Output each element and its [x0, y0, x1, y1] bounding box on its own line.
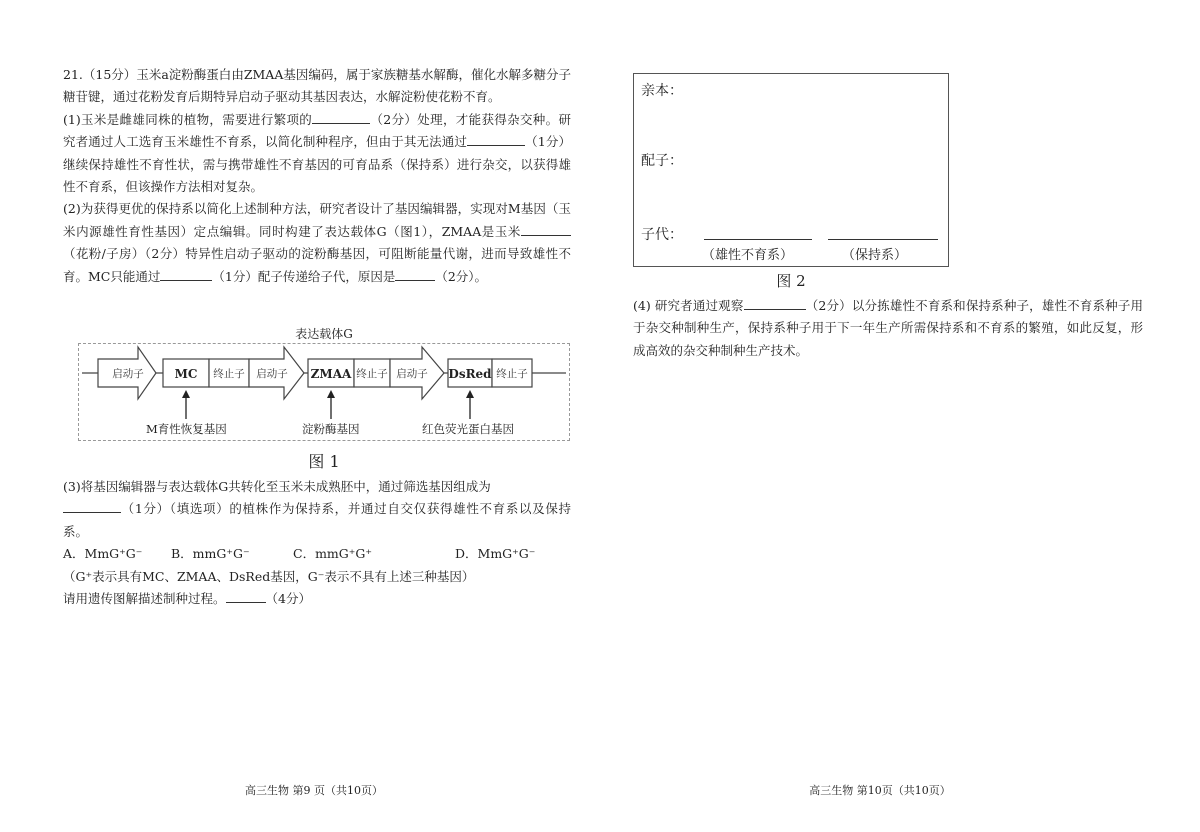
promoter-label-2: 启动子: [256, 368, 288, 380]
maintainer-line-label: （保持系）: [842, 248, 908, 263]
gametes-label: 配子：: [641, 153, 683, 169]
part-3-d: （4分）: [265, 591, 311, 607]
part-1-c: （1分）继续保持雄性不育性状，需与携带雄性不育基因的可育品系（保持系）进行杂交，以获得雄性不育系，但该操作方法相对复杂。: [63, 134, 571, 195]
mc-label: MC: [174, 367, 198, 381]
offspring-line-1: [704, 239, 812, 240]
option-b[interactable]: B．mmG⁺G⁻: [171, 546, 250, 562]
gene-note: （G⁺表示具有MC、ZMAA、DsRed基因，G⁻表示不具有上述三种基因）: [63, 568, 475, 584]
red-fluorescent-gene-label: 红色荧光蛋白基因: [422, 422, 514, 436]
dsred-label: DsRed: [448, 367, 492, 381]
male-sterile-line-label: （雄性不育系）: [702, 248, 794, 263]
part-3-a: (3)将基因编辑器与表达载体G共转化至玉米未成熟胚中，通过筛选基因组成为: [63, 479, 491, 494]
promoter-label-3: 启动子: [396, 368, 428, 380]
terminator-label-1: 终止子: [213, 368, 245, 380]
figure-2-caption: 图 2: [776, 272, 806, 290]
offspring-line-2: [828, 239, 938, 240]
part-2-b: （花粉/子房）（2分）特异性启动子驱动的淀粉酶基因，可阻断能量代谢，进而导致雄性不育。MC只能通过: [63, 246, 571, 284]
page-footer-left: 高三生物 第9 页（共10页）: [245, 784, 383, 797]
promoter-label-1: 启动子: [112, 368, 144, 380]
terminator-label-2: 终止子: [356, 368, 388, 380]
part-3-b: （1分）（填选项）的植株作为保持系，并通过自交仅获得雄性不育系以及保持系。: [63, 501, 571, 539]
amylase-gene-label: 淀粉酶基因: [302, 422, 360, 436]
parents-label: 亲本：: [641, 83, 683, 99]
page-footer-right: 高三生物 第10页（共10页）: [809, 784, 951, 797]
part-4: [633, 295, 1143, 362]
option-a[interactable]: A．MmG⁺G⁻: [63, 546, 143, 562]
m-fertility-gene-label: M育性恢复基因: [146, 422, 227, 436]
terminator-label-3: 终止子: [496, 368, 528, 380]
part-2-c: （1分）配子传递给子代，原因是: [212, 268, 396, 284]
part-1-b: （2分）处理，才能获得杂交种。研究者通过人工选育玉米雄性不育系，以简化制种程序，但由于其无法通过: [63, 111, 571, 150]
part-4-a: (4) 研究者通过观察: [633, 298, 744, 313]
figure-1-title: 表达载体G: [295, 327, 353, 341]
question-21-part-4: [633, 295, 1143, 362]
zmaa-label: ZMAA: [310, 367, 352, 381]
option-c[interactable]: C．mmG⁺G⁺: [293, 546, 372, 562]
offspring-label: 子代：: [641, 227, 683, 243]
question-intro: 21.（15分）玉米a淀粉酶蛋白由ZMAA基因编码，属于家族糖基水解酶，催化水解多糖分子糖苷键，通过花粉发育后期特异启动子驱动其基因表达，水解淀粉使花粉不育。: [63, 67, 571, 105]
part-2-a: (2)为获得更优的保持系以简化上述制种方法，研究者设计了基因编辑器，实现对M基因（玉米内源雄性育性基因）定点编辑。同时构建了表达载体G（图1），ZMAA是玉米: [63, 201, 571, 239]
answer-blank[interactable]: [744, 295, 806, 310]
figure-1-caption: 图 1: [308, 452, 340, 471]
part-1-a: (1)玉米是雌雄同株的植物，需要进行繁项的: [63, 111, 313, 127]
figure-2-answer-box[interactable]: [633, 73, 949, 267]
option-d[interactable]: D．MmG⁺G⁻: [455, 546, 536, 562]
part-3-c: 请用遗传图解描述制种过程。: [63, 591, 226, 607]
part-2-d: （2分）。: [435, 268, 488, 284]
part-4-b: （2分）以分拣雄性不育系和保持系种子，雄性不育系种子用于杂交种制种生产，保持系种子用于下一年生产所需保持系和不育系的繁殖，如此反复，形成高效的杂交种制种生产技术。: [633, 298, 1143, 358]
